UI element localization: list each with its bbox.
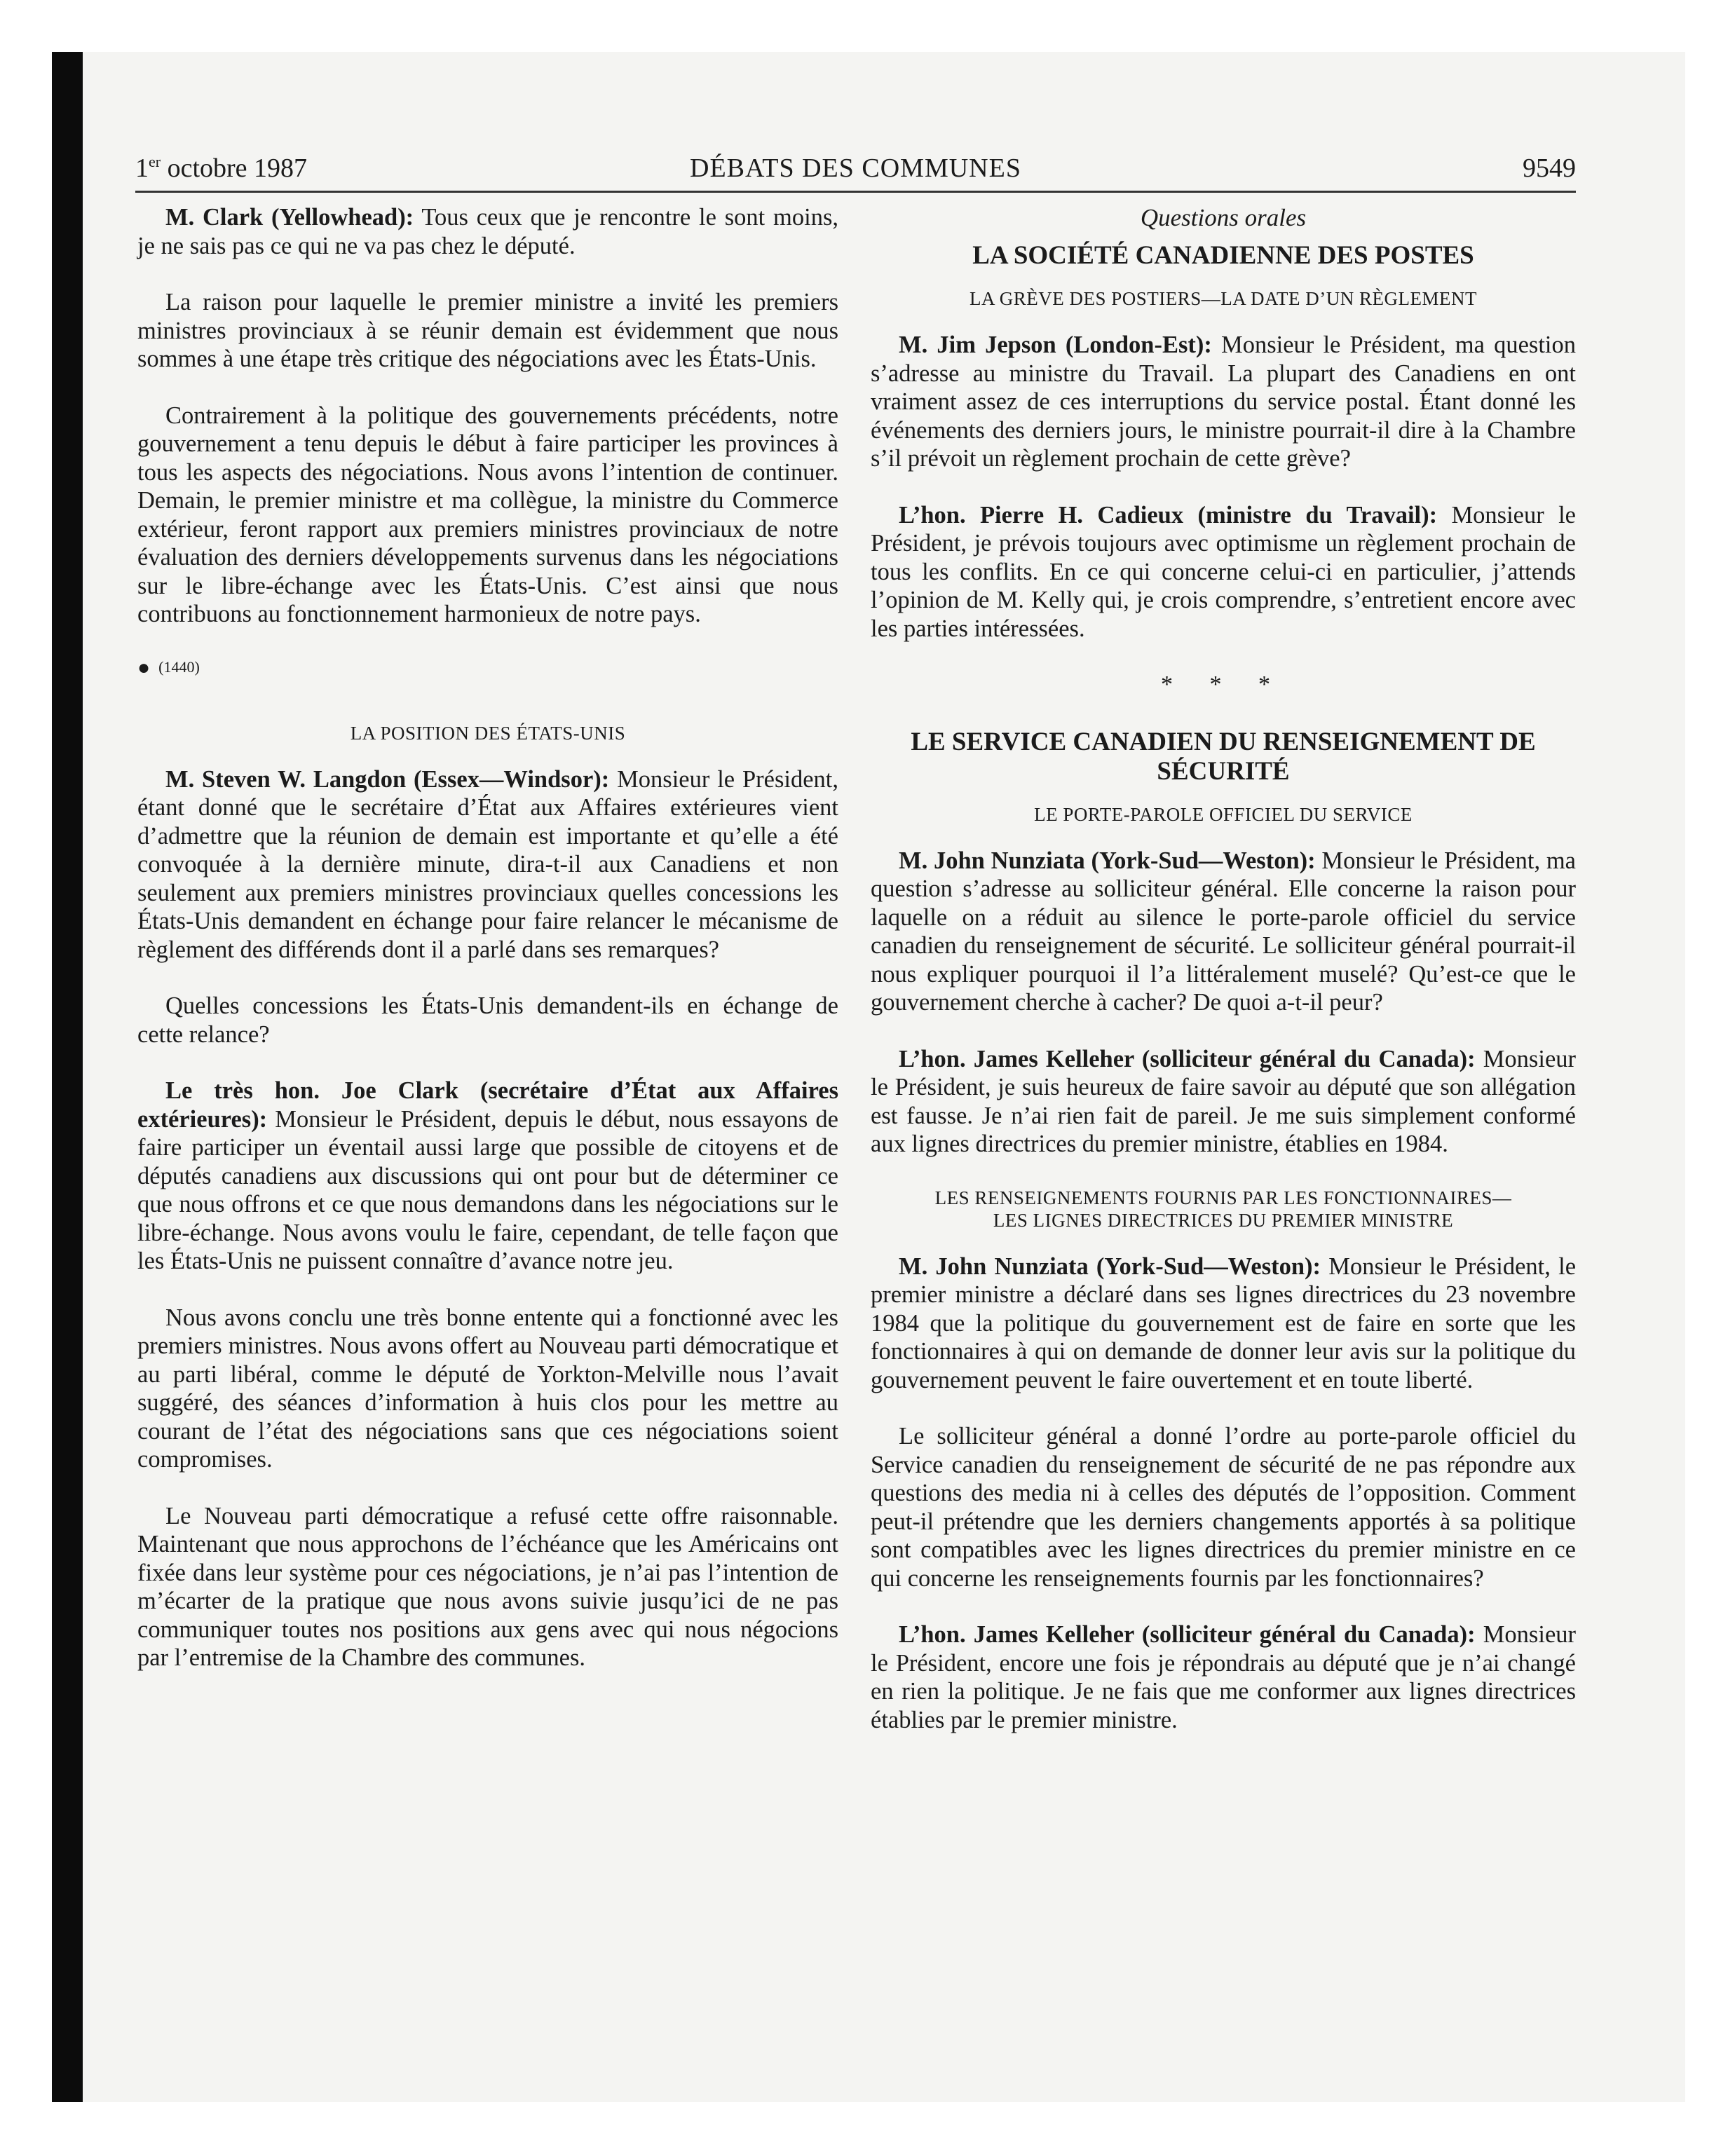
page-number: 9549 — [1523, 153, 1576, 183]
speaker-name: Le très hon. Joe Clark (secrétaire d’État aux Affaires extérieures): — [137, 1077, 838, 1133]
paragraph — [871, 847, 1576, 1017]
speech-text: Monsieur le Président, ma question s’adresse au solliciteur général. Elle concerne la raison pour laquelle on a réduit au silence le porte-parole officiel du service canadien du renseignement de sécurité. Le solliciteur général pourrait-il nous expliquer pourquoi il l’a littéralement muselé? Qu’est-ce que le gouvernement cherche à cacher? De quoi a-t-il peur? — [871, 847, 1576, 1016]
section-subheading: LA POSITION DES ÉTATS-UNIS — [350, 722, 626, 744]
page-header — [135, 153, 1576, 193]
paragraph: Le Nouveau parti démocratique a refusé cette offre raisonnable. Maintenant que nous approchons de l’échéance que les Américains ont fixée dans leur système pour ces négociations, je n’ai pas l’intention de m’écarter de la pratique que nous avons suivie jusqu’ici de ne pas communiquer toutes nos positions aux gens avec qui nous négocions par l’entremise de la Chambre des communes. — [137, 1502, 838, 1671]
speaker-name: M. John Nunziata (York-Sud—Weston): — [899, 1253, 1321, 1280]
speaker-name: M. John Nunziata (York-Sud—Weston): — [899, 847, 1316, 874]
bullet-icon: ● — [137, 655, 151, 679]
speaker-name: M. Clark (Yellowhead): — [165, 204, 414, 231]
section-heading: LA SOCIÉTÉ CANADIENNE DES POSTES — [972, 241, 1474, 270]
speech-text: Monsieur le Président, ma question s’adresse au ministre du Travail. La plupart des Canadiens en ont vraiment assez de ces interruptions du service postal. Étant donné les événements des derniers jours, le ministre pourrait-il dire à la Chambre s’il prévoit un règlement prochain de cette grève? — [871, 332, 1576, 472]
header-title: DÉBATS DES COMMUNES — [690, 153, 1021, 183]
paragraph: Le solliciteur général a donné l’ordre au porte-parole officiel du Service canadien du renseignement de sécurité de ne pas répondre aux questions des media ni à celles des députés de l’opposition. Comment peut-il prétendre que les derniers changements apportés à sa politique sont compatibles avec les lignes directrices du premier ministre en ce qui concerne les renseignements fournis par les fonctionnaires? — [871, 1423, 1576, 1592]
paragraph: Nous avons conclu une très bonne entente qui a fonctionné avec les premiers ministres. Nous avons offert au Nouveau parti démocratique et au parti libéral, comme le député de Yorkton-Melville nous l’avait suggéré, des séances d’information à huis clos pour les mettre au courant de l’état des négociations sans que ces négociations soient compromises. — [137, 1304, 838, 1473]
paragraph — [871, 1621, 1576, 1734]
date-month-year: octobre 1987 — [161, 153, 308, 183]
date-ordinal: er — [149, 153, 161, 170]
paragraph — [871, 501, 1576, 643]
paragraph — [137, 203, 838, 260]
speech-text: Monsieur le Président, étant donné que le secrétaire d’État aux Affaires extérieures vient d’admettre que la réunion de demain est importante et qu’elle a été convoquée à la dernière minute, dira-t-il aux Canadiens et non seulement aux premiers ministres provinciaux quelles concessions les États-Unis demandent en échange pour faire relancer le mécanisme de règlement des différends dont il a parlé dans ses remarques? — [137, 765, 838, 963]
left-column — [137, 203, 838, 1700]
paragraph — [137, 1077, 838, 1276]
speaker-name: L’hon. Pierre H. Cadieux (ministre du Travail): — [899, 501, 1438, 528]
speaker-name: M. Jim Jepson (London-Est): — [899, 332, 1212, 358]
section-divider: * * * — [1161, 671, 1286, 697]
right-column — [871, 203, 1576, 1762]
speech-text: Monsieur le Président, le premier ministre a déclaré dans ses lignes directrices du 23 novembre 1984 que la politique du gouvernement est de faire en sorte que les fonctionnaires à qui on demande de donner leur avis sur la politique du gouvernement peuvent le faire ouvertement et en toute liberté. — [871, 1253, 1577, 1393]
section-subheading — [871, 1187, 1576, 1231]
section-subheading: LE PORTE-PAROLE OFFICIEL DU SERVICE — [1034, 803, 1413, 825]
paragraph — [871, 331, 1576, 473]
speech-text: Monsieur le Président, depuis le début, nous essayons de faire participer un éventail aussi large que possible de citoyens et de députés canadiens aux discussions qui ont pour but de déterminer ce que nous offrons et ce que nous demandons dans les négociations sur le libre-échange. Nous avons voulu le faire, cependant, de telle façon que les États-Unis ne puissent connaître d’avance notre jeu. — [137, 1105, 838, 1274]
speaker-name: L’hon. James Kelleher (solliciteur général du Canada): — [899, 1621, 1476, 1648]
date-day: 1 — [135, 153, 149, 183]
binding-edge — [52, 52, 83, 2102]
speaker-name: M. Steven W. Langdon (Essex—Windsor): — [165, 765, 610, 793]
speech-text: Monsieur le Président, je prévois toujours avec optimisme un règlement prochain de tous les conflits. En ce qui concerne celui-ci en particulier, j’attends l’opinion de M. Kelly qui, je crois comprendre, s’entretient encore avec les parties intéressées. — [871, 501, 1576, 642]
paragraph — [871, 1253, 1576, 1395]
section-heading: LE SERVICE CANADIEN DU RENSEIGNEMENT DE SÉCURITÉ — [911, 727, 1536, 786]
subheading-line: LES LIGNES DIRECTRICES DU PREMIER MINISTRE — [993, 1209, 1454, 1231]
subheading-line: LES RENSEIGNEMENTS FOURNIS PAR LES FONCTIONNAIRES— — [934, 1187, 1512, 1208]
speaker-name: L’hon. James Kelleher (solliciteur général du Canada): — [899, 1045, 1476, 1072]
speech-text: Monsieur le Président, je suis heureux de faire savoir au député que son allégation est fausse. Je n’ai rien fait de pareil. Je me suis simplement conformé aux lignes directrices du premier ministre, établies en 1984. — [871, 1045, 1576, 1157]
speech-text: Tous ceux que je rencontre le sont moins, je ne sais pas ce qui ne va pas chez le député. — [137, 204, 838, 259]
paragraph: La raison pour laquelle le premier ministre a invité les premiers ministres provinciaux à se réunir demain est évidemment que nous sommes à une étape très critique des négociations avec les États-Unis. — [137, 289, 838, 372]
time-stamp: (1440) — [158, 657, 200, 676]
paragraph — [871, 1045, 1576, 1159]
running-head: Questions orales — [1140, 204, 1307, 231]
time-marker — [137, 657, 838, 678]
paragraph: Quelles concessions les États-Unis demandent-ils en échange de cette relance? — [137, 992, 838, 1048]
paragraph — [137, 765, 838, 964]
section-subheading: LA GRÈVE DES POSTIERS—LA DATE D’UN RÈGLEMENT — [969, 288, 1477, 309]
speech-text: Monsieur le Président, encore une fois je répondrais au député que je n’ai changé en rien la politique. Je ne fais que me conformer aux lignes directrices établies par le premier ministre. — [871, 1621, 1576, 1733]
paragraph: Contrairement à la politique des gouvernements précédents, notre gouvernement a tenu depuis le début à faire participer les provinces à tous les aspects des négociations. Nous avons l’intention de continuer. Demain, le premier ministre et ma collègue, la ministre du Commerce extérieur, feront rapport aux premiers ministres provinciaux de notre évaluation des derniers développements survenus dans les négociations sur le libre-échange avec les États-Unis. C’est ainsi que nous contribuons au fonctionnement harmonieux de notre pays. — [137, 402, 838, 627]
